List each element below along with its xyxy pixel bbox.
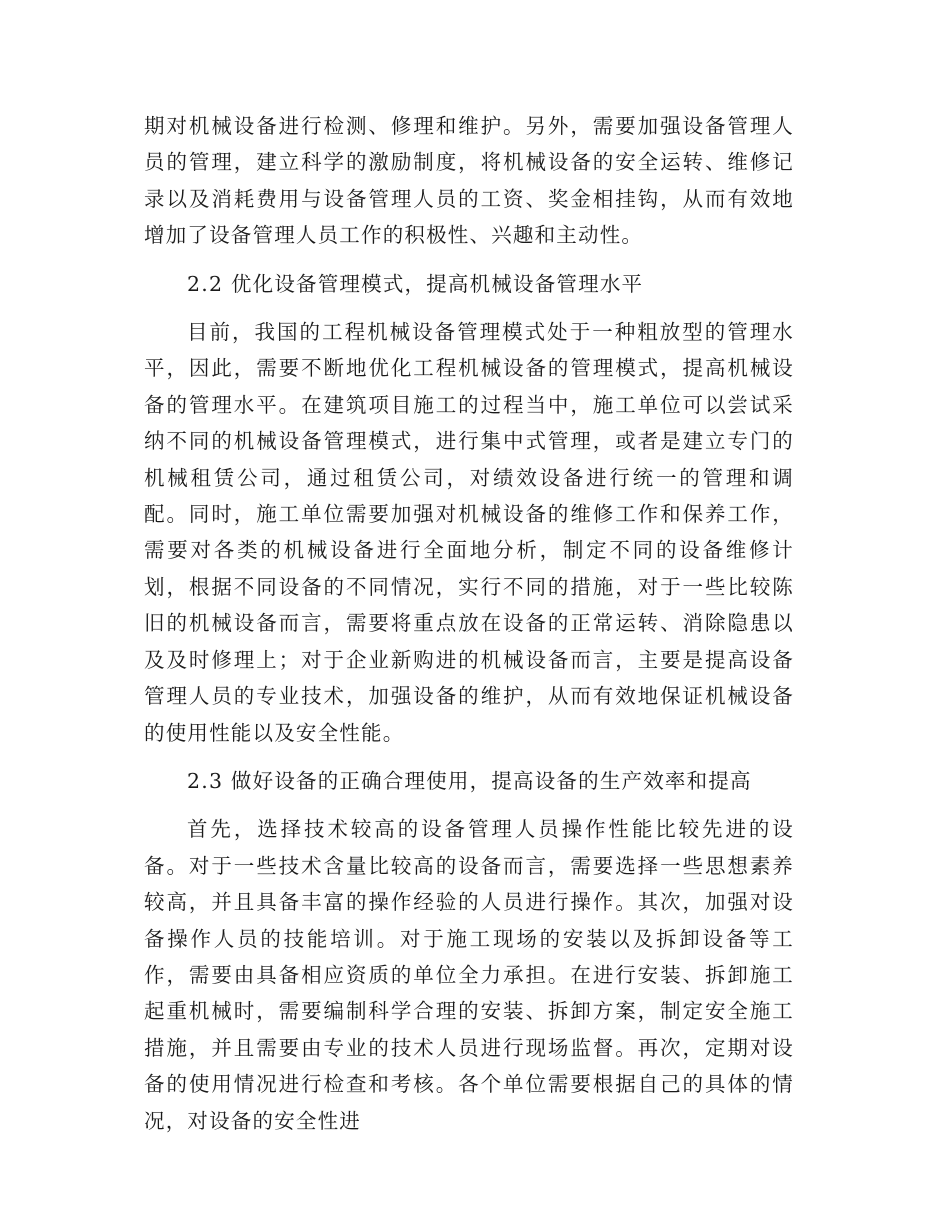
section-heading-2-3: 2.3 做好设备的正确合理使用，提高设备的生产效率和提高 [187, 768, 752, 793]
spacer [144, 799, 794, 811]
paragraph-management-mode: 目前，我国的工程机械设备管理模式处于一种粗放型的管理水平，因此，需要不断地优化工程机械设备的管理模式，提高机械设备的管理水平。在建筑项目施工的过程当中，施工单位可以尝试采纳不同的机械设备管理模式，进行集中式管理，或者是建立专门的机械租赁公司，通过租赁公司，对绩效设备进行统一的管理和调配。同时，施工单位需要加强对机械设备的维修工作和保养工作，需要对各类的机械设备进行全面地分析，制定不同的设备维修计划，根据不同设备的不同情况，实行不同的措施，对于一些比较陈旧的机械设备而言，需要将重点放在设备的正常运转、消除隐患以及及时修理上；对于企业新购进的机械设备而言，主要是提高设备管理人员的专业技术，加强设备的维护，从而有效地保证机械设备的使用性能以及安全性能。 [144, 320, 794, 745]
paragraph-continuation: 期对机械设备进行检测、修理和维护。另外，需要加强设备管理人员的管理，建立科学的激励制度，将机械设备的安全运转、维修记录以及消耗费用与设备管理人员的工资、奖金相挂钩，从而有效地增加了设备管理人员工作的积极性、兴趣和主动性。 [144, 114, 794, 248]
section-heading-2-2: 2.2 优化设备管理模式，提高机械设备管理水平 [187, 271, 644, 296]
document-page [144, 108, 794, 1139]
spacer [144, 302, 794, 314]
spacer [144, 254, 794, 266]
paragraph-equipment-usage: 首先，选择技术较高的设备管理人员操作性能比较先进的设备。对于一些技术含量比较高的设备而言，需要选择一些思想素养较高，并且具备丰富的操作经验的人员进行操作。其次，加强对设备操作人员的技能培训。对于施工现场的安装以及拆卸设备等工作，需要由具备相应资质的单位全力承担。在进行安装、拆卸施工起重机械时，需要编制科学合理的安装、拆卸方案，制定安全施工措施，并且需要由专业的技术人员进行现场监督。再次，定期对设备的使用情况进行检查和考核。各个单位需要根据自己的具体的情况，对设备的安全性进 [144, 817, 794, 1133]
spacer [144, 751, 794, 763]
